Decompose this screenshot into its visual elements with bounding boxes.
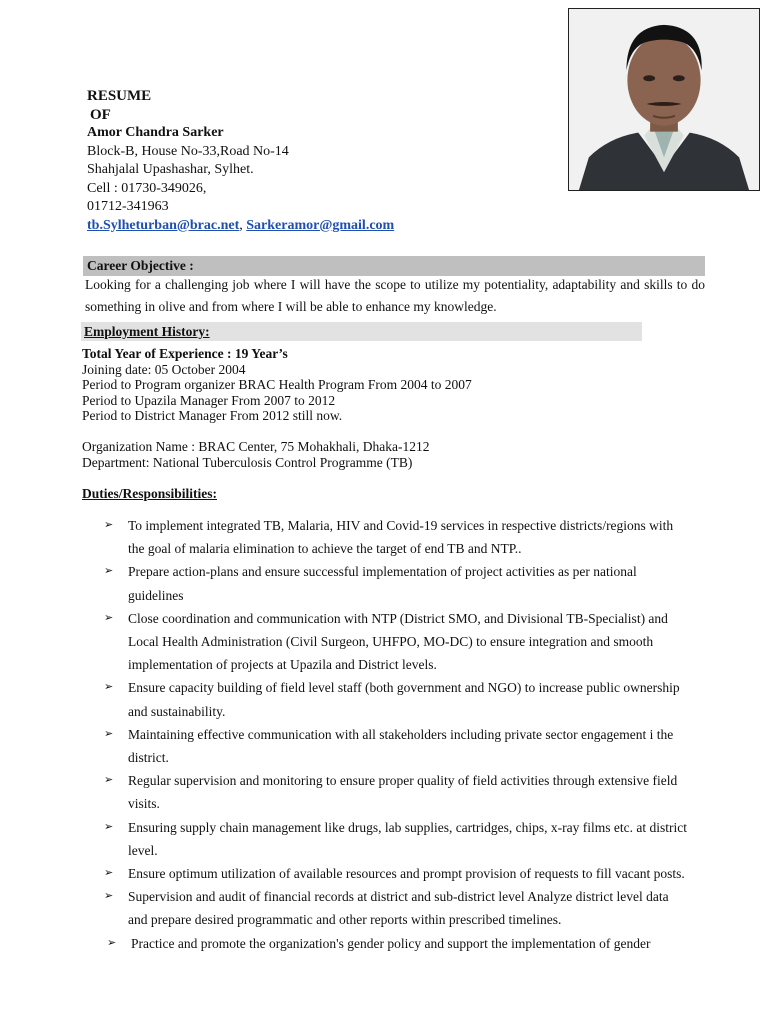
address-line-1: Block-B, House No-33,Road No-14 xyxy=(87,143,289,159)
phone-line-2: 01712-341963 xyxy=(87,199,169,214)
employment-history-heading: Employment History: xyxy=(81,322,642,341)
arrow-bullet-icon: ➢ xyxy=(104,565,114,578)
email-line xyxy=(87,217,394,236)
arrow-bullet-icon: ➢ xyxy=(104,727,114,740)
duty-text: Prepare action-plans and ensure successful implementation of project activities as per national guidelines xyxy=(128,564,637,603)
arrow-bullet-icon: ➢ xyxy=(104,890,114,903)
arrow-bullet-icon: ➢ xyxy=(104,867,114,880)
email-link-2[interactable]: Sarkeramor@gmail.com xyxy=(246,217,395,233)
arrow-bullet-icon: ➢ xyxy=(104,774,114,787)
list-item xyxy=(104,816,688,862)
duty-text: Practice and promote the organization's gender policy and support the implementation of gender xyxy=(131,935,651,951)
duties-list xyxy=(104,514,688,955)
duties-heading: Duties/Responsibilities: xyxy=(82,486,218,501)
career-objective-text: Looking for a challenging job where I will have the scope to utilize my potentiality, adaptability and skills to do something in olive and from where I will be able to enhance my knowledge. xyxy=(85,277,705,314)
duty-text: To implement integrated TB, Malaria, HIV and Covid-19 services in respective districts/regions with the goal of malaria elimination to achieve the target of end TB and NTP.. xyxy=(128,518,674,557)
resume-title-of: OF xyxy=(90,106,111,123)
duty-text: Regular supervision and monitoring to ensure proper quality of field activities through extensive field visits. xyxy=(128,773,678,812)
profile-photo-image xyxy=(569,9,759,190)
organization-details xyxy=(82,439,430,470)
career-objective-heading: Career Objective : xyxy=(83,256,705,276)
resume-header xyxy=(87,87,394,235)
organization-name: Organization Name : BRAC Center, 75 Mohakhali, Dhaka-1212 xyxy=(82,439,430,454)
profile-photo xyxy=(568,8,760,191)
duty-text: Ensuring supply chain management like drugs, lab supplies, cartridges, chips, x-ray films etc. at district level. xyxy=(128,819,687,858)
list-item xyxy=(104,885,688,931)
duty-text: Maintaining effective communication with all stakeholders including private sector engagement i the district. xyxy=(128,726,674,766)
email-separator: , xyxy=(239,217,243,233)
arrow-bullet-icon: ➢ xyxy=(104,820,114,833)
arrow-bullet-icon: ➢ xyxy=(104,519,114,531)
period-line-3: Period to District Manager From 2012 still now. xyxy=(82,408,343,423)
address-line-2: Shahjalal Upashashar, Sylhet. xyxy=(87,162,254,177)
duty-text: Ensure optimum utilization of available resources and prompt provision of requests to fill vacant posts. xyxy=(128,866,685,882)
candidate-name: Amor Chandra Sarker xyxy=(87,125,224,140)
arrow-bullet-icon: ➢ xyxy=(104,611,114,624)
total-experience: Total Year of Experience : 19 Year’s xyxy=(82,346,288,361)
list-item xyxy=(107,932,688,955)
employment-details xyxy=(82,346,472,424)
list-item xyxy=(104,676,688,722)
duty-text: Supervision and audit of financial records at district and sub-district level Analyze district level data and prepare desired programmatic and other reports within prescribed timelines. xyxy=(128,889,669,928)
list-item xyxy=(104,769,688,815)
arrow-bullet-icon: ➢ xyxy=(107,936,117,949)
department: Department: National Tuberculosis Control Programme (TB) xyxy=(82,454,413,470)
list-item xyxy=(104,607,688,677)
period-line-1: Period to Program organizer BRAC Health Program From 2004 to 2007 xyxy=(82,377,472,392)
duty-text: Close coordination and communication with NTP (District SMO, and Divisional TB-Specialist) and Local Health Administration (Civil Surgeon, UHFPO, MO-DC) to ensure integration and smooth implementation of projects at Upazila and District levels. xyxy=(128,610,668,673)
arrow-bullet-icon: ➢ xyxy=(104,681,114,694)
list-item xyxy=(104,560,688,606)
duty-text: Ensure capacity building of field level staff (both government and NGO) to increase public ownership and sustainability. xyxy=(128,680,680,719)
list-item xyxy=(104,862,688,885)
email-link-1[interactable]: tb.Sylheturban@brac.net xyxy=(87,217,240,233)
list-item xyxy=(104,723,688,769)
period-line-2: Period to Upazila Manager From 2007 to 2012 xyxy=(82,392,336,408)
list-item xyxy=(104,514,688,560)
phone-line-1: Cell : 01730-349026, xyxy=(87,180,207,196)
joining-date: Joining date: 05 October 2004 xyxy=(82,361,246,377)
resume-title: RESUME xyxy=(87,88,152,104)
